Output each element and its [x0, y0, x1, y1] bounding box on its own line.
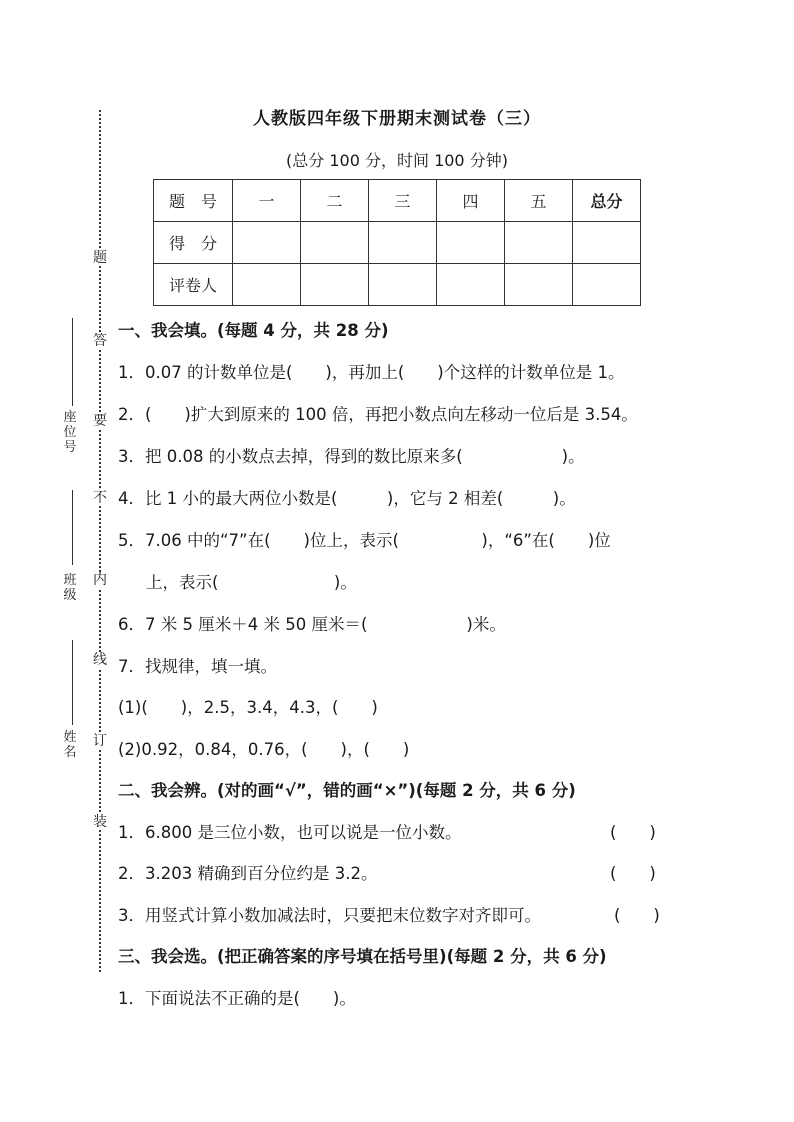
grader-input-cell[interactable]: [505, 264, 573, 306]
question-2-3: 3．用竖式计算小数加减法时，只要把末位数字对齐即可。: [118, 906, 541, 925]
score-input-cell[interactable]: [369, 222, 437, 264]
seal-char: 答: [93, 333, 107, 349]
margin-label-char: 号: [63, 440, 77, 455]
score-table-cell: 评卷人: [154, 264, 233, 306]
margin-label-char: 座: [63, 410, 77, 425]
seal-char: 线: [93, 652, 107, 668]
score-table-cell: 三: [369, 180, 437, 222]
score-table-cell: 总分: [573, 180, 641, 222]
question-1-7-part-1: (1)( )，2.5，3.4，4.3，( ): [118, 698, 378, 717]
question-1-5: 5．7.06 中的“7”在( )位上，表示( )，“6”在( )位: [118, 531, 611, 550]
page-subtitle: (总分 100 分，时间 100 分钟): [286, 151, 508, 170]
binding-dotted-line: [99, 110, 101, 972]
class-line: [72, 490, 73, 565]
question-1-4: 4．比 1 小的最大两位小数是( )，它与 2 相差( )。: [118, 489, 576, 508]
seal-char: 内: [93, 572, 107, 588]
score-table-cell: 二: [301, 180, 369, 222]
seal-char: 题: [93, 250, 107, 266]
name-line: [72, 640, 73, 725]
question-2-1: 1．6.800 是三位小数，也可以说是一位小数。: [118, 823, 462, 842]
score-input-cell[interactable]: [573, 222, 641, 264]
page-title: 人教版四年级下册期末测试卷（三）: [253, 109, 541, 129]
question-2-2: 2．3.203 精确到百分位约是 3.2。: [118, 864, 378, 883]
grader-input-cell[interactable]: [233, 264, 301, 306]
margin-label-char: 名: [63, 745, 77, 760]
grader-input-cell[interactable]: [369, 264, 437, 306]
score-table-cell: 一: [233, 180, 301, 222]
score-table-cell: 四: [437, 180, 505, 222]
margin-label-char: 位: [63, 425, 77, 440]
section-2-heading: 二、我会辨。(对的画“√”，错的画“×”)(每题 2 分，共 6 分): [118, 781, 576, 800]
score-table-cell: 五: [505, 180, 573, 222]
answer-paren[interactable]: ( ): [614, 906, 660, 925]
answer-paren[interactable]: ( ): [610, 864, 656, 883]
score-table-cell: 题 号: [154, 180, 233, 222]
score-table-row: [154, 222, 641, 264]
name-label: [62, 730, 78, 760]
answer-paren[interactable]: ( ): [610, 823, 656, 842]
class-label: [62, 573, 78, 603]
score-table-header-row: [154, 180, 641, 222]
question-3-1: 1．下面说法不正确的是( )。: [118, 989, 356, 1008]
score-table-cell: 得 分: [154, 222, 233, 264]
question-1-6: 6．7 米 5 厘米＋4 米 50 厘米＝( )米。: [118, 615, 506, 634]
question-1-7: 7．找规律，填一填。: [118, 657, 277, 676]
seal-char: 订: [93, 733, 107, 749]
question-1-3: 3．把 0.08 的小数点去掉，得到的数比原来多( )。: [118, 447, 585, 466]
grader-input-cell[interactable]: [573, 264, 641, 306]
score-table: [153, 179, 641, 306]
seal-char: 要: [93, 413, 107, 429]
section-3-heading: 三、我会选。(把正确答案的序号填在括号里)(每题 2 分，共 6 分): [118, 947, 607, 966]
margin-label-char: 级: [63, 588, 77, 603]
score-table-row: [154, 264, 641, 306]
section-1-heading: 一、我会填。(每题 4 分，共 28 分): [118, 321, 389, 340]
score-input-cell[interactable]: [505, 222, 573, 264]
question-1-5-continued: 上，表示( )。: [146, 573, 357, 592]
question-1-7-part-2: (2)0.92，0.84，0.76，( )，( ): [118, 740, 410, 759]
question-1-2: 2．( )扩大到原来的 100 倍，再把小数点向左移动一位后是 3.54。: [118, 405, 638, 424]
margin-label-char: 姓: [63, 730, 77, 745]
grader-input-cell[interactable]: [437, 264, 505, 306]
seal-char: 不: [93, 490, 107, 506]
margin-label-char: 班: [63, 573, 77, 588]
seat-number-line: [72, 318, 73, 406]
score-input-cell[interactable]: [437, 222, 505, 264]
score-input-cell[interactable]: [301, 222, 369, 264]
question-1-1: 1．0.07 的计数单位是( )，再加上( )个这样的计数单位是 1。: [118, 363, 625, 382]
seat-number-label: [62, 410, 78, 455]
score-input-cell[interactable]: [233, 222, 301, 264]
seal-char: 装: [93, 814, 107, 830]
grader-input-cell[interactable]: [301, 264, 369, 306]
